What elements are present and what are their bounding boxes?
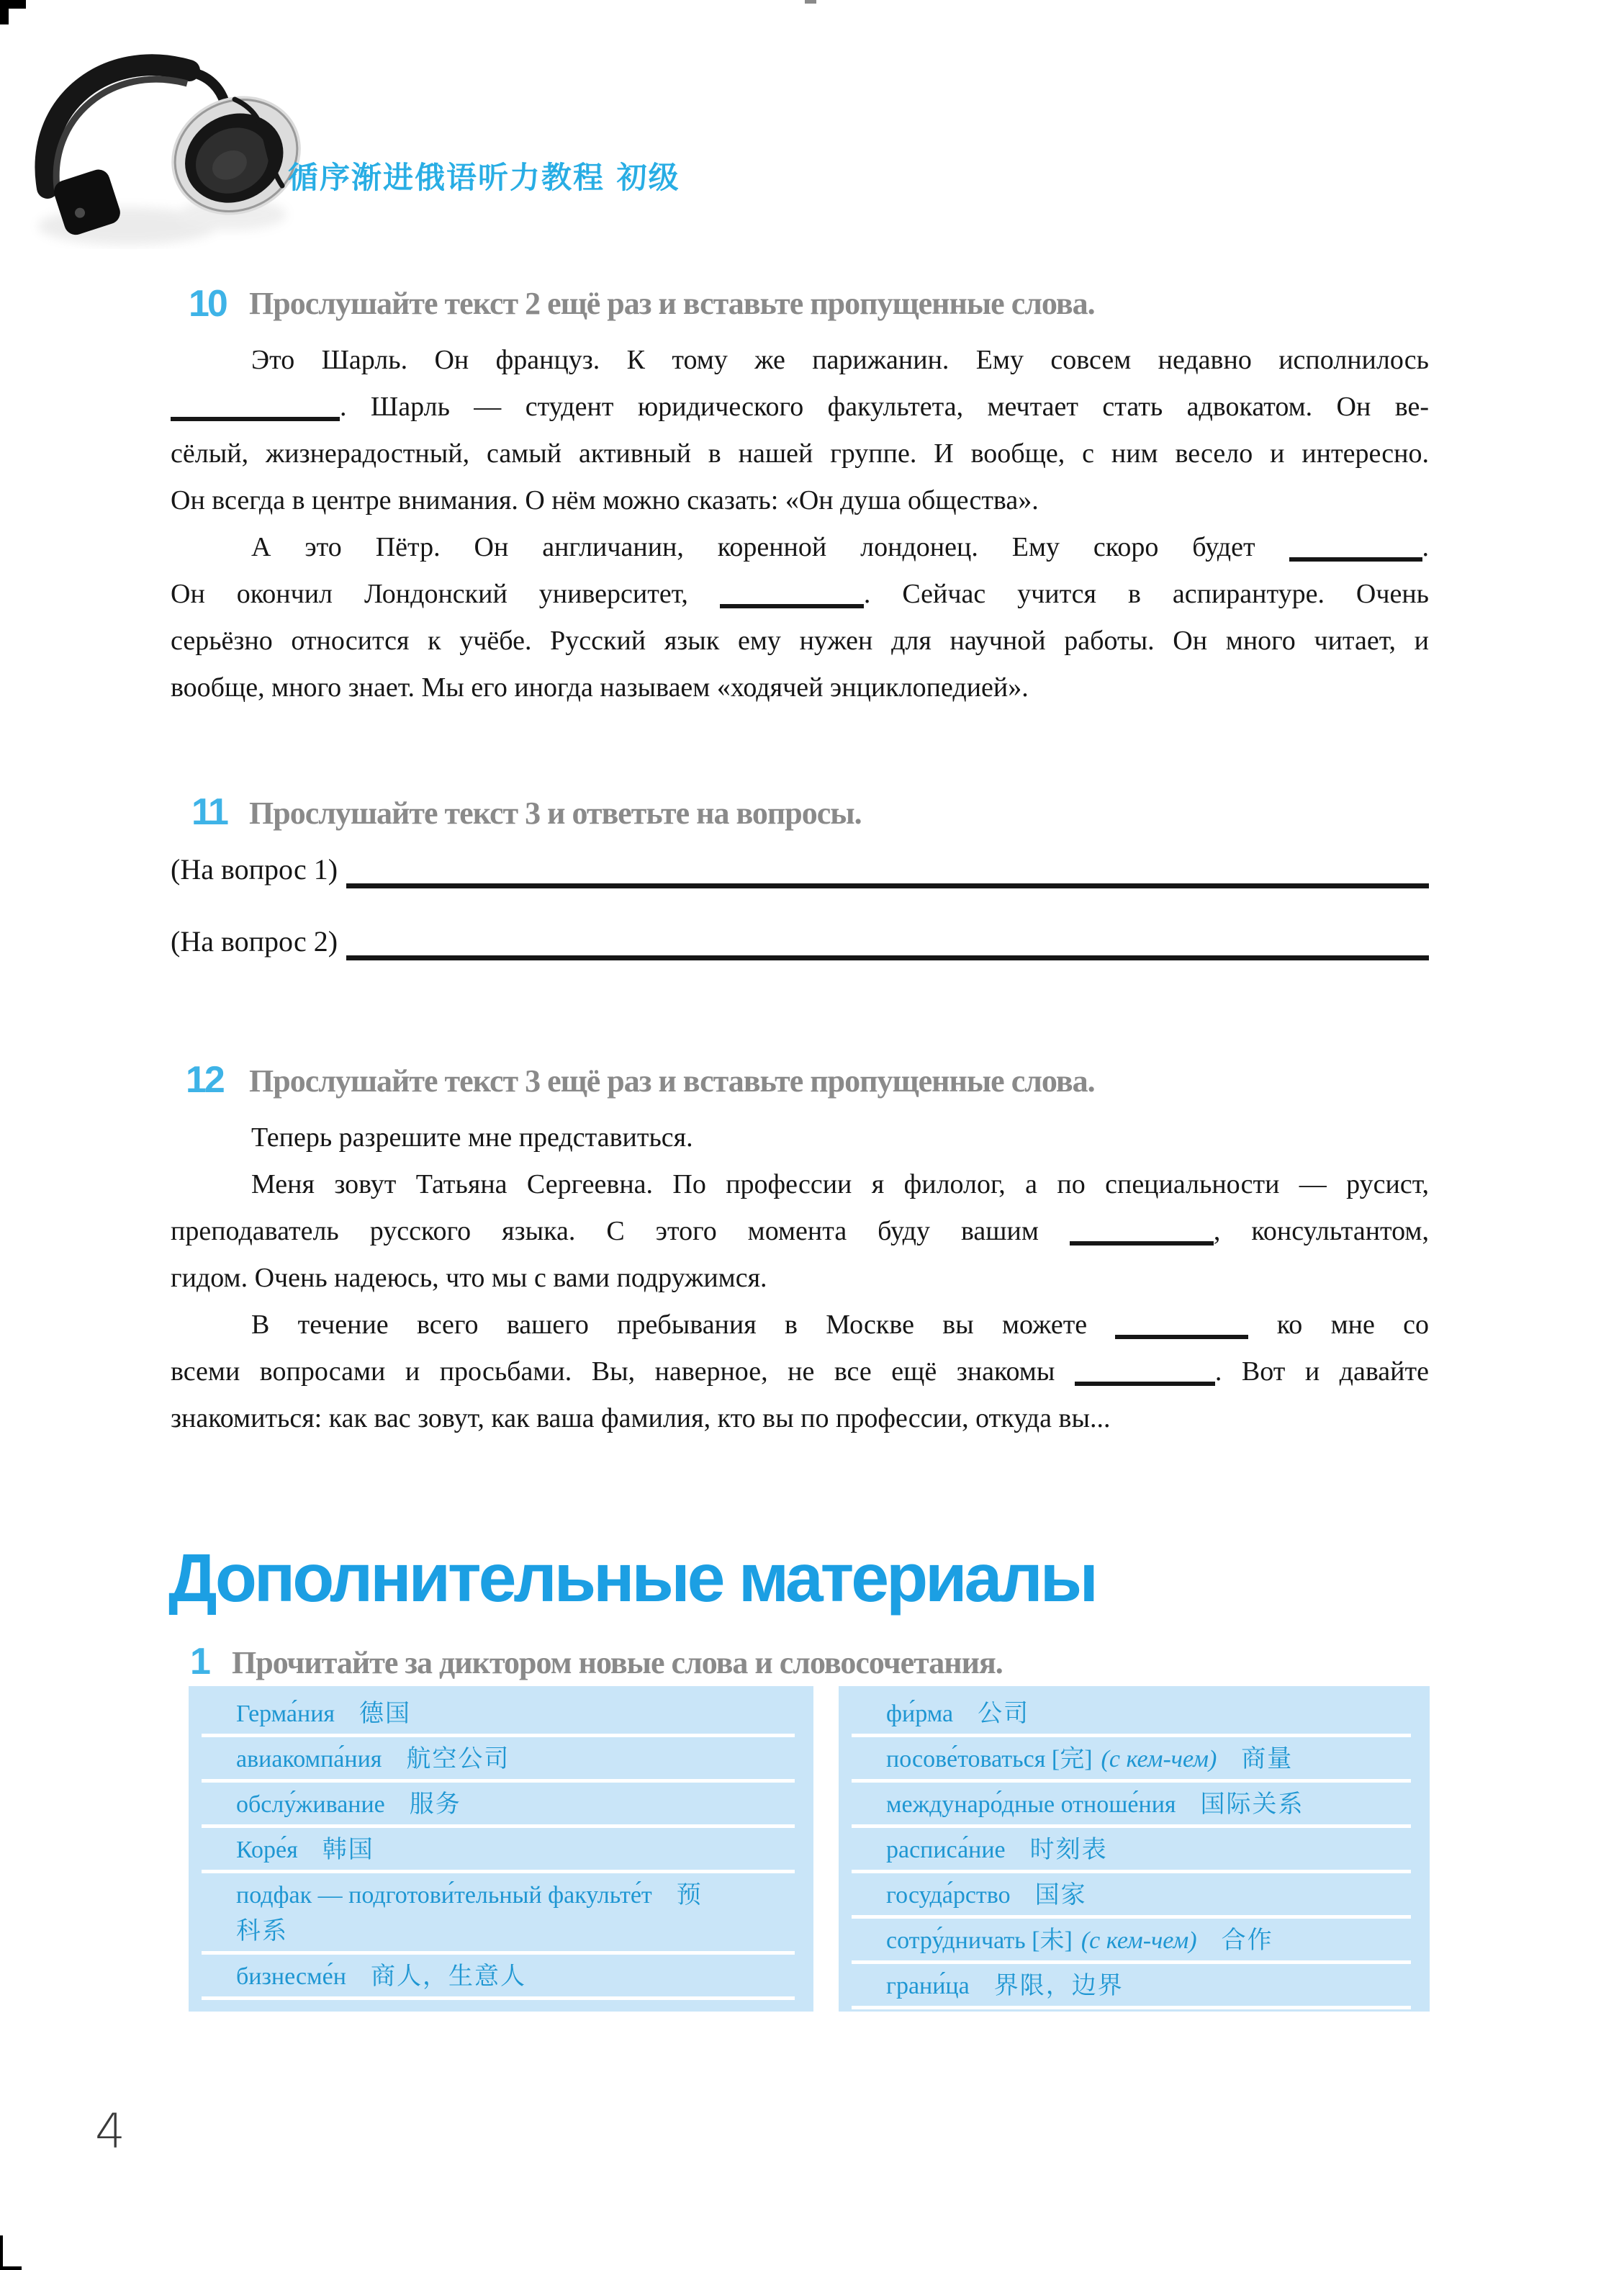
answer-label: (На вопрос 2) xyxy=(171,925,338,958)
vocab-chinese: 商量 xyxy=(1241,1746,1294,1773)
vocab-row xyxy=(852,1737,1411,1783)
blank-underline xyxy=(1115,1306,1248,1339)
text-run: . Шарль — студент юридического факультета, мечтает стать адвокатом. Он ве- xyxy=(340,392,1429,422)
blank-underline xyxy=(1070,1212,1214,1246)
text-run: преподаватель русского языка. С этого момента буду вашим xyxy=(171,1216,1070,1246)
text-line xyxy=(171,524,1429,571)
text-run: сёлый, жизнерадостный, самый активный в нашей группе. И вообще, с ним весело и интересно. xyxy=(171,438,1429,469)
vocab-russian: обслу́живание xyxy=(236,1791,385,1818)
text-line xyxy=(171,1208,1429,1255)
blank-underline xyxy=(1075,1353,1215,1386)
crop-mark-bottom-left-h xyxy=(0,2266,22,2270)
crop-mark-top-center xyxy=(805,0,816,4)
exercise-11-answers xyxy=(171,851,1429,995)
vocab-russian: госуда́рство xyxy=(886,1882,1011,1909)
text-run: Он всегда в центре внимания. О нём можно сказать: «Он душа общества». xyxy=(171,485,1039,515)
page-number: 4 xyxy=(95,2104,125,2159)
text-run: вообще, много знает. Мы его иногда называем «ходячей энциклопедией». xyxy=(171,672,1029,703)
vocab-russian: междунаро́дные отноше́ния xyxy=(886,1791,1176,1818)
text-line xyxy=(171,1255,1429,1302)
vocab-russian: фи́рма xyxy=(886,1701,954,1727)
text-line xyxy=(171,665,1429,711)
text-run: Теперь разрешите мне представиться. xyxy=(251,1122,693,1153)
vocab-chinese: 国家 xyxy=(1034,1882,1087,1909)
vocab-russian: посове́товаться [完] xyxy=(886,1746,1093,1773)
vocab-row xyxy=(202,1828,795,1873)
text-run: серьёзно относится к учёбе. Русский язык ему нужен для научной работы. Он много читает, и xyxy=(171,626,1429,656)
vocab-russian: бизнесме́н xyxy=(236,1963,346,1990)
vocab-chinese: 韩国 xyxy=(322,1837,374,1863)
vocab-row xyxy=(202,1737,795,1783)
exercise-1-title: Прочитайте за диктором новые слова и словосочетания. xyxy=(232,1645,1003,1680)
text-line xyxy=(171,1348,1429,1395)
text-line xyxy=(171,477,1429,524)
vocab-row xyxy=(202,1783,795,1828)
text-run: ко мне со xyxy=(1248,1310,1429,1340)
vocab-row xyxy=(852,1783,1411,1828)
vocab-row xyxy=(852,1828,1411,1873)
text-run: Он окончил Лондонский университет, xyxy=(171,579,720,609)
text-run: . Сейчас учится в аспирантуре. Очень xyxy=(863,579,1429,609)
exercise-10-text xyxy=(171,337,1429,711)
text-line xyxy=(171,337,1429,384)
text-run: всеми вопросами и просьбами. Вы, наверное, не все ещё знакомы xyxy=(171,1356,1075,1387)
vocab-row xyxy=(202,1955,795,2000)
text-run: . xyxy=(1422,532,1429,562)
text-run: А это Пётр. Он англичанин, коренной лондонец. Ему скоро будет xyxy=(251,532,1289,562)
text-line xyxy=(171,1302,1429,1348)
answer-line xyxy=(346,850,1429,888)
text-run: знакомиться: как вас зовут, как ваша фамилия, кто вы по профессии, откуда вы... xyxy=(171,1403,1111,1433)
vocab-row xyxy=(852,1692,1411,1737)
answer-row xyxy=(171,851,1429,888)
vocab-row xyxy=(852,1873,1411,1919)
text-line xyxy=(171,571,1429,618)
vocab-russian: Коре́я xyxy=(236,1837,298,1863)
vocab-row xyxy=(202,1873,795,1955)
vocab-grammar-note: (с кем-чем) xyxy=(1101,1746,1217,1773)
section-heading: Дополнительные материалы xyxy=(168,1540,1096,1616)
vocab-russian: сотру́дничать [未] xyxy=(886,1927,1073,1954)
vocab-grammar-note: (с кем-чем) xyxy=(1081,1927,1197,1954)
vocab-chinese: 航空公司 xyxy=(406,1746,510,1773)
exercise-1-number: 1 xyxy=(190,1641,209,1683)
exercise-12-text xyxy=(171,1114,1429,1442)
vocab-chinese: 德国 xyxy=(359,1701,412,1727)
vocab-chinese: 商人，生意人 xyxy=(370,1963,526,1990)
vocab-russian: подфак — подготови́тельный факульте́т xyxy=(236,1882,652,1909)
vocab-box-left xyxy=(189,1686,813,2012)
exercise-10-title: Прослушайте текст 2 ещё раз и вставьте пропущенные слова. xyxy=(249,286,1095,321)
text-run: . Вот и давайте xyxy=(1214,1356,1429,1387)
vocab-chinese: 服务 xyxy=(409,1791,461,1818)
text-run: , консультантом, xyxy=(1213,1216,1429,1246)
vocab-russian: Герма́ния xyxy=(236,1701,335,1727)
vocab-chinese: 时刻表 xyxy=(1029,1837,1108,1863)
text-line xyxy=(171,1114,1429,1161)
vocab-russian: расписа́ние xyxy=(886,1837,1006,1863)
exercise-12-number: 12 xyxy=(186,1059,223,1101)
text-run: Меня зовут Татьяна Сергеевна. По профессии я филолог, а по специальности — русист, xyxy=(251,1169,1429,1199)
book-title: 循序渐进俄语听力教程 初级 xyxy=(288,160,680,195)
vocab-row xyxy=(852,1919,1411,1964)
answer-row xyxy=(171,923,1429,960)
answer-line xyxy=(346,922,1429,960)
text-run: гидом. Очень надеюсь, что мы с вами подружимся. xyxy=(171,1263,767,1293)
blank-underline xyxy=(171,388,340,421)
crop-mark-top-left-v xyxy=(0,0,9,24)
vocab-russian: грани́ца xyxy=(886,1973,970,1999)
headphones-image xyxy=(20,33,330,249)
vocab-row xyxy=(202,1692,795,1737)
text-line xyxy=(171,618,1429,665)
crop-mark-bottom-left-v xyxy=(0,2235,3,2270)
blank-underline xyxy=(720,575,864,608)
text-run: Это Шарль. Он француз. К тому же парижанин. Ему совсем недавно исполнилось xyxy=(251,345,1429,375)
exercise-11-title: Прослушайте текст 3 и ответьте на вопросы. xyxy=(249,796,862,831)
answer-label: (На вопрос 1) xyxy=(171,853,338,886)
text-line xyxy=(171,1161,1429,1208)
exercise-10-number: 10 xyxy=(189,283,226,325)
exercise-11-number: 11 xyxy=(191,791,227,833)
text-line xyxy=(171,384,1429,431)
text-line xyxy=(171,1395,1429,1442)
vocab-chinese: 界限，边界 xyxy=(993,1973,1124,1999)
vocab-chinese: 合作 xyxy=(1221,1927,1273,1954)
vocab-chinese: 公司 xyxy=(978,1701,1030,1727)
exercise-12-title: Прослушайте текст 3 ещё раз и вставьте пропущенные слова. xyxy=(249,1063,1095,1099)
vocab-chinese: 国际关系 xyxy=(1200,1791,1304,1818)
blank-underline xyxy=(1289,528,1422,562)
text-run: В течение всего вашего пребывания в Москве вы можете xyxy=(251,1310,1116,1340)
vocab-russian: авиакомпа́ния xyxy=(236,1746,382,1773)
text-line xyxy=(171,431,1429,477)
vocab-box-right xyxy=(839,1686,1430,2012)
vocab-row xyxy=(852,1964,1411,2009)
vocab-chinese: 预 科系 xyxy=(236,1882,703,1945)
